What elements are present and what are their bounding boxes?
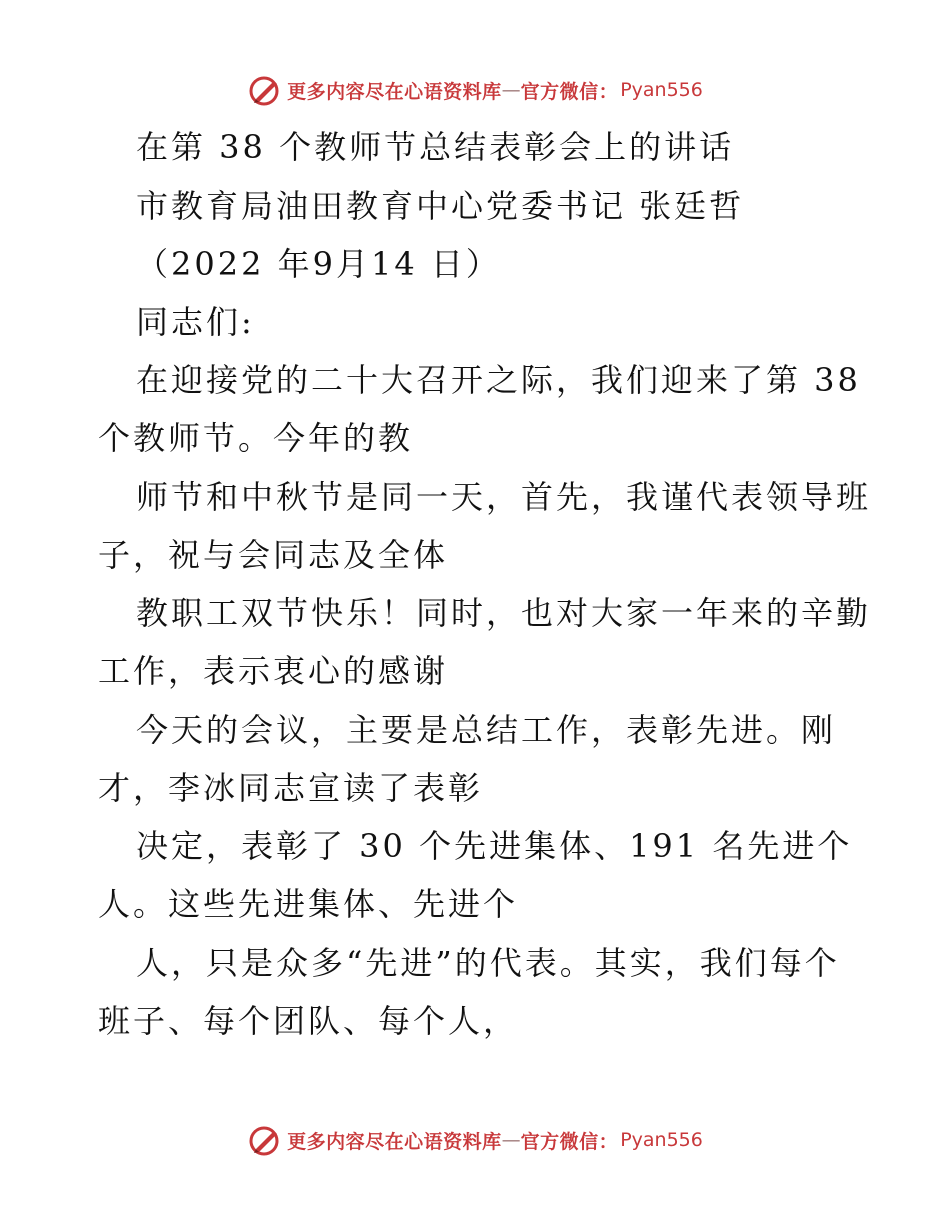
paragraph-line: 决定，表彰了 30 个先进集体、191 名先进个 [136, 827, 853, 865]
speech-title: 在第 38 个教师节总结表彰会上的讲话 [136, 128, 735, 166]
speaker-line: 市教育局油田教育中心党委书记 张廷哲 [136, 187, 745, 225]
header-separator: — [501, 79, 521, 101]
paragraph-line: 班子、每个团队、每个人， [98, 1002, 519, 1040]
date-line: （2022 年9月14 日） [136, 245, 501, 283]
footer-site-text: 更多内容尽在心语资料库 [287, 1130, 502, 1153]
header-wechat-label: 官方微信： [520, 80, 619, 103]
pen-logo-icon [247, 1122, 283, 1158]
header-site-text: 更多内容尽在心语资料库 [287, 80, 502, 103]
paragraph-line: 人，只是众多“先进”的代表。其实，我们每个 [136, 944, 840, 982]
paragraph-line: 才，李冰同志宣读了表彰 [98, 769, 484, 807]
paragraph-line: 师节和中秋节是同一天，首先，我谨代表领导班 [136, 478, 872, 516]
paragraph-line: 工作，表示衷心的感谢 [98, 652, 449, 690]
paragraph-line: 个教师节。今年的教 [98, 419, 414, 457]
footer-banner [0, 1120, 950, 1160]
paragraph-line: 在迎接党的二十大召开之际，我们迎来了第 38 [136, 361, 861, 399]
footer-wechat-label: 官方微信： [520, 1130, 619, 1153]
salutation: 同志们: [136, 303, 255, 341]
paragraph-line: 今天的会议，主要是总结工作，表彰先进。刚 [136, 711, 837, 749]
footer-separator: — [501, 1129, 521, 1151]
paragraph-line: 教职工双节快乐！同时，也对大家一年来的辛勤 [136, 594, 872, 632]
paragraph-line: 子，祝与会同志及全体 [98, 536, 449, 574]
footer-wechat-id: Pyan556 [620, 1129, 703, 1151]
paragraph-line: 人。这些先进集体、先进个 [98, 885, 519, 923]
header-wechat-id: Pyan556 [620, 79, 703, 101]
